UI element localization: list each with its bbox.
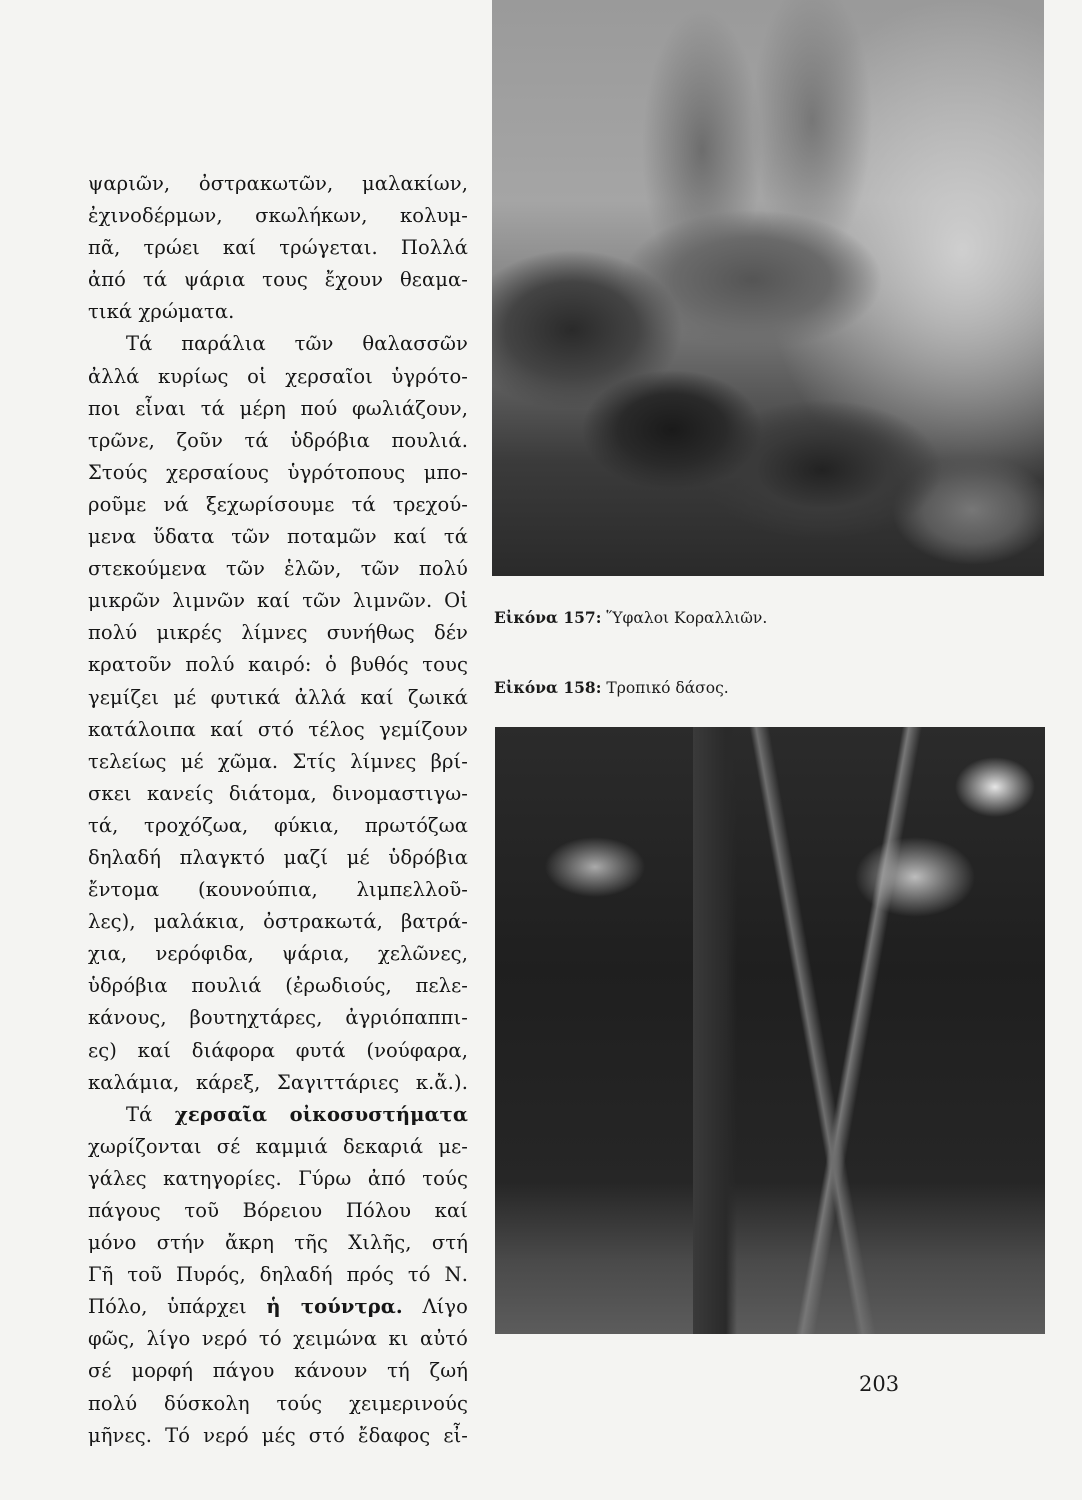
figure-caption-text: Τροπικό δάσος. — [606, 679, 729, 697]
text-fragment: Πόλο, ὑπάρχει — [88, 1295, 247, 1319]
figure-caption-text: Ὕφαλοι Κοραλλιῶν. — [606, 609, 768, 627]
text-fragment: Τά — [126, 1102, 153, 1126]
text-line: ὑδρόβια πουλιά (ἐρωδιούς, πελε- — [88, 974, 468, 998]
text-line: ποι εἶναι τά μέρη πού φωλιάζουν, — [88, 396, 468, 420]
text-line: ἀπό τά ψάρια τους ἔχουν θεαμα- — [88, 268, 468, 292]
text-line: Τά παράλια τῶν θαλασσῶν — [126, 332, 468, 356]
tropical-forest-photo — [495, 727, 1045, 1334]
text-line: τελείως μέ χῶμα. Στίς λίμνες βρί- — [88, 749, 468, 773]
text-line: πᾶ, τρώει καί τρώγεται. Πολλά — [88, 236, 468, 260]
terrestrial-ecosystems-line — [88, 1099, 468, 1131]
page-number: 203 — [859, 1372, 900, 1396]
text-line: μόνο στήν ἄκρη τῆς Χιλῆς, στή — [88, 1231, 468, 1255]
figure-label: Εἰκόνα 157: — [494, 608, 602, 627]
text-line: κάνους, βουτηχτάρες, ἀγριόπαππι- — [88, 1006, 468, 1030]
text-line: ες) καί διάφορα φυτά (νούφαρα, — [88, 1038, 468, 1062]
text-line: σέ μορφή πάγου κάνουν τή ζωή — [88, 1359, 468, 1383]
coral-reef-photo — [492, 0, 1044, 576]
text-line: γεμίζει μέ φυτικά ἀλλά καί ζωικά — [88, 685, 468, 709]
text-line: σκει κανείς διάτομα, δινομαστιγω- — [88, 781, 468, 805]
text-line: χωρίζονται σέ καμμιά δεκαριά με- — [88, 1134, 468, 1158]
body-text-column — [88, 168, 468, 1452]
text-line: Στούς χερσαίους ὑγρότοπους μπο- — [88, 460, 468, 484]
text-line: πάγους τοῦ Βόρειου Πόλου καί — [88, 1199, 468, 1222]
text-line: Γῆ τοῦ Πυρός, δηλαδή πρός τό Ν. — [88, 1263, 468, 1287]
text-line: τρῶνε, ζοῦν τά ὑδρόβια πουλιά. — [88, 428, 468, 452]
text-line: τικά χρώματα. — [88, 300, 235, 324]
text-line: γάλες κατηγορίες. Γύρω ἀπό τούς — [88, 1166, 468, 1190]
text-line: μικρῶν λιμνῶν καί τῶν λιμνῶν. Οἱ — [88, 589, 468, 613]
text-line: λες), μαλάκια, ὀστρακωτά, βατρά- — [88, 910, 468, 934]
text-line: πολύ δύσκολη τούς χειμερινούς — [88, 1391, 468, 1415]
figure-label: Εἰκόνα 158: — [494, 678, 602, 697]
bold-term: ἡ τούντρα. — [266, 1295, 403, 1319]
text-line: ἀλλά κυρίως οἱ χερσαῖοι ὑγρότο- — [88, 364, 468, 388]
bold-term: χερσαῖα — [174, 1102, 268, 1126]
figure-157-caption — [494, 608, 767, 627]
text-line: μῆνες. Τό νερό μές στό ἔδαφος εἶ- — [88, 1423, 468, 1447]
text-fragment: Λίγο — [422, 1295, 468, 1319]
text-line: πολύ μικρές λίμνες συνήθως δέν — [88, 621, 468, 645]
figure-158-caption — [494, 678, 729, 697]
text-line: καλάμια, κάρεξ, Σαγιττάριες κ.ἄ.). — [88, 1070, 468, 1094]
text-line: ροῦμε νά ξεχωρίσουμε τά τρεχού- — [88, 492, 468, 516]
bold-term: οἰκοσυστήματα — [289, 1102, 468, 1126]
text-line: κρατοῦν πολύ καιρό: ὁ βυθός τους — [88, 653, 468, 677]
text-line: ψαριῶν, ὀστρακωτῶν, μαλακίων, — [88, 172, 468, 195]
text-line: μενα ὕδατα τῶν ποταμῶν καί τά — [88, 525, 468, 549]
text-line: ἔντομα (κουνούπια, λιμπελλοῦ- — [88, 878, 468, 902]
text-line: φῶς, λίγο νερό τό χειμώνα κι αὐτό — [88, 1327, 468, 1351]
text-line: δηλαδή πλαγκτό μαζί μέ ὑδρόβια — [88, 845, 468, 869]
text-line: στεκούμενα τῶν ἑλῶν, τῶν πολύ — [88, 557, 468, 581]
text-line: ἐχινοδέρμων, σκωλήκων, κολυμ- — [88, 204, 468, 228]
text-line: κατάλοιπα καί στό τέλος γεμίζουν — [88, 717, 468, 741]
text-line: τά, τροχόζωα, φύκια, πρωτόζωα — [88, 813, 468, 837]
text-line: χια, νερόφιδα, ψάρια, χελῶνες, — [88, 942, 468, 966]
tundra-line — [88, 1291, 468, 1323]
